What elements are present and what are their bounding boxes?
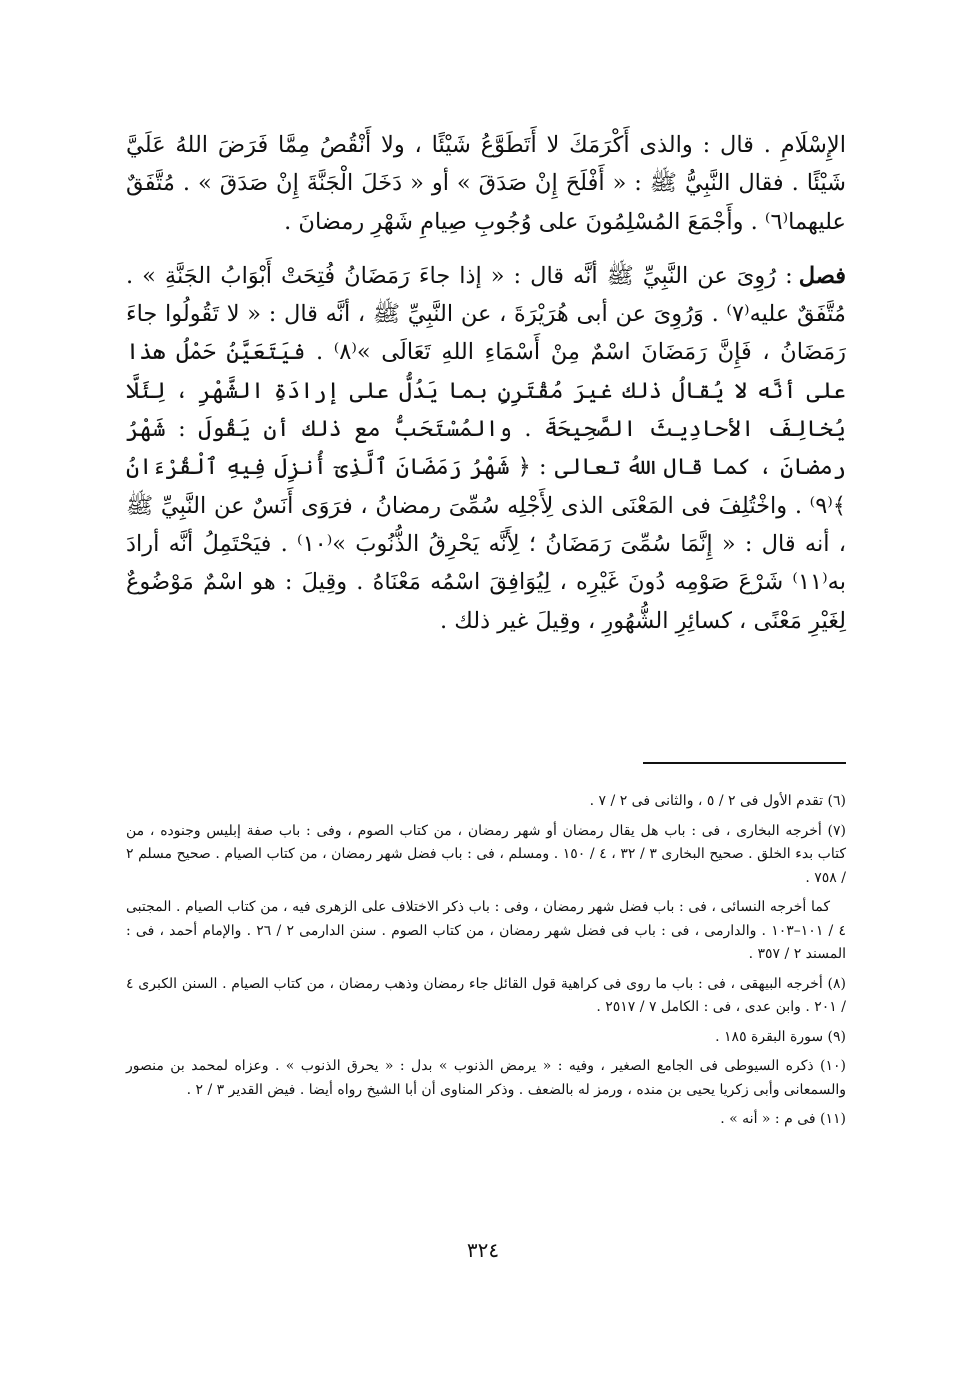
paragraph-1: الإِسْلَامِ . قال : والذى أَكْرَمَكَ لا أَتَطَوَّعُ شَيْئًا ، ولا أَنْقُصُ مِمَّا فَرَضَ اللهُ عَلَيَّ شَيْئًا . فقال النَّبِيُّ ﷺ : « أَفْلَحَ إِنْ صَدَقَ » أو « دَخَلَ الْجَنَّةَ إِنْ صَدَقَ » . مُتَّفَقٌ عليهما⁽٦⁾ . وأَجْمَعَ المُسْلِمُونَ على وُجُوبِ صِيامِ شَهْرِ رمضانَ . bbox=[126, 132, 846, 235]
footnotes bbox=[126, 790, 846, 1138]
footnote-7-continuation: كما أخرجه النسائى ، فى : باب فضل شهر رمضان ، وفى : باب ذكر الاختلاف على الزهرى فيه ، من كتاب الصيام . المجتبى ٤ / ١٠١–١٠٣ . والدارمى ، فى : باب فى فضل شهر رمضان ، من كتاب الصوم . سنن الدارمى ٢ / ٢٦ . والإمام أحمد ، فى : المسند ٢ / ٣٥٧ . bbox=[126, 899, 846, 962]
section-heading-fasl: فصل bbox=[798, 262, 846, 289]
footnote-7: (٧) أخرجه البخارى ، فى : باب هل يقال رمضان أو شهر رمضان ، من كتاب الصوم ، وفى : باب صفة إبليس وجنوده ، من كتاب بدء الخلق . صحيح البخارى ٣ / ٣٢ ، ٤ / ١٥٠ . ومسلم ، فى : باب فضل شهر رمضان ، من كتاب الصيام . صحيح مسلم ٢ / ٧٥٨ . bbox=[126, 822, 847, 886]
footnote-9: (٩) سورة البقرة ١٨٥ . bbox=[715, 1028, 846, 1045]
main-text bbox=[126, 126, 846, 640]
footnote-divider bbox=[643, 762, 846, 764]
paragraph-2 bbox=[126, 257, 846, 640]
footnote-8: (٨) أخرجه البيهقى ، فى : باب ما روى فى كراهية قول القائل جاء رمضان وذهب رمضان ، من كتاب الصيام . السنن الكبرى ٤ / ٢٠١ . وابن عدى ، فى : الكامل ٧ / ٢٥١٧ . bbox=[126, 975, 846, 1015]
footnote-11: (١١) فى م : « أنه » . bbox=[720, 1111, 846, 1127]
paragraph-2-text: : رُوِىَ عن النَّبِيِّ ﷺ أنَّه قال : « إذا جاءَ رَمَضَانُ فُتِحَتْ أَبْوَابُ الجَنَّةِ » . مُتَّفَقٌ عليه⁽٧⁾ . وَرُوِىَ عن أبى هُرَيْرَةَ ، عن النَّبِيِّ ﷺ ، أنَّه قال : « لا تَقُولُوا جاءَ رَمَضَانُ ، فَإِنَّ رَمَضَانَ اسْمٌ مِنْ أَسْمَاءِ اللهِ تَعَالَى »⁽٨⁾ . فيَتَعَيَّنُ حَمْلُ هذا على أنَّه لا يُقالُ ذلك غيرَ مُقْتَرِنٍ بما يَدُلُّ على إرادَةِ الشَّهْرِ ، لِئَلَّا يُخالِفَ الأحادِيثَ الصَّحِيحَةَ . والمُسْتَحَبُّ مع ذلك أن يَقُولَ : شَهْرُ رمضانَ ، كما قال اللهُ تعالى : ﴿ شَهْرُ رَمَضَانَ ٱلَّذِىٓ أُنزِلَ فِيهِ ٱلْقُرْءَانُ ﴾⁽٩⁾ . واخْتُلِفَ فى المَعْنَى الذى لِأَجْلِه سُمِّىَ رمضانُ ، فرَوَى أَنَسٌ عن النَّبِيِّ ﷺ ، أنه قال : « إِنَّمَا سُمِّىَ رَمَضَانُ ؛ لِأَنَّه يَحْرِقُ الذُّنُوبَ »⁽١٠⁾ . فيَحْتَمِلُ أنَّه أرادَ به⁽١١⁾ شَرْعَ صَوْمِه دُونَ غَيْرِه ، لِيُوَافِقَ اسْمُه مَعْنَاهُ . وقِيلَ : هو اسْمٌ مَوْضُوعٌ لِغَيْرِ مَعْنًى ، كسائِرِ الشُّهُورِ ، وقِيلَ غير ذلك . bbox=[126, 262, 846, 634]
footnote-6: (٦) تقدم الأول فى ٢ / ٥ ، والثانى فى ٢ / ٧ . bbox=[589, 793, 846, 809]
page-number: ٣٢٤ bbox=[466, 1238, 500, 1262]
footnote-10: (١٠) ذكره السيوطى فى الجامع الصغير ، وفيه : « يرمض الذنوب » بدل : « يحرق الذنوب » . وعزاه لمحمد بن منصور والسمعانى وأبى زكريا يحيى بن منده ، ورمز له بالضعف . وذكر المناوى أن أبا الشيخ رواه أيضا . فيض القدير ٣ / ٢ . bbox=[126, 1058, 846, 1098]
